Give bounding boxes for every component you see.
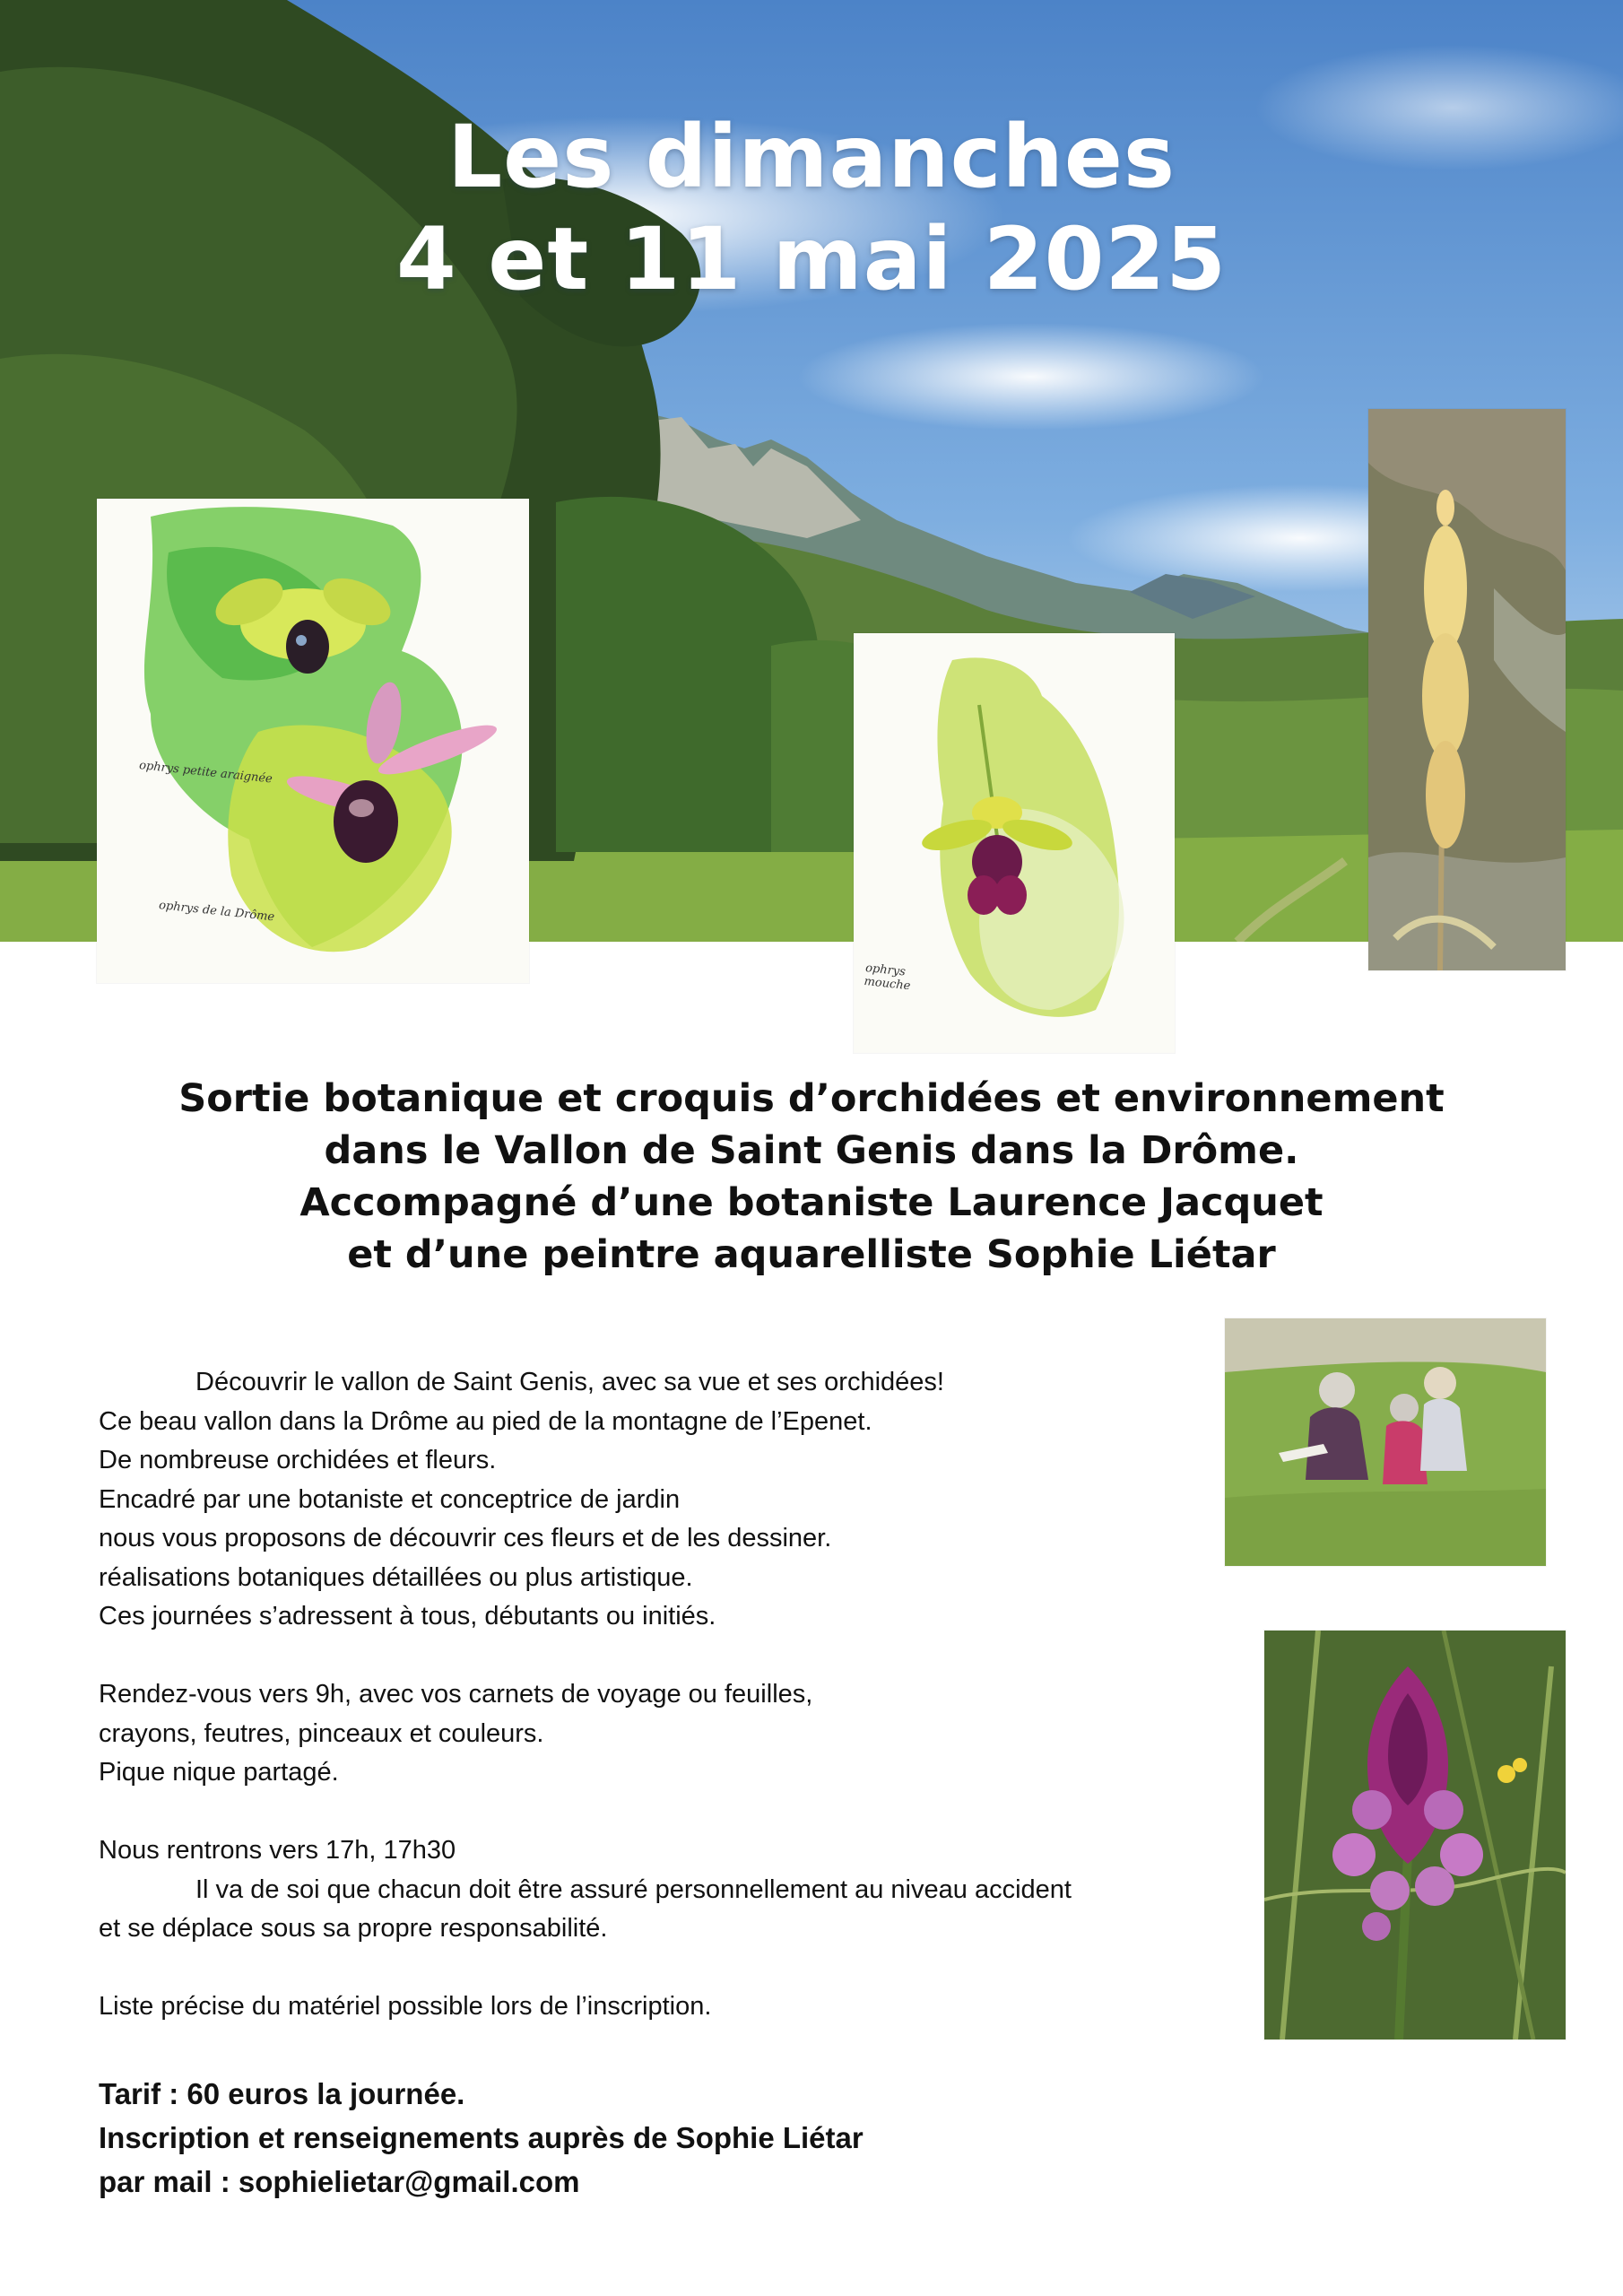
body-p2-line-3: Pique nique partagé.	[99, 1758, 339, 1787]
hero-title-line-2: 4 et 11 mai 2025	[396, 209, 1227, 309]
people-drawing-illustration	[1225, 1318, 1546, 1566]
headline-line-4: et d’une peintre aquarelliste Sophie Liétar	[347, 1232, 1276, 1277]
body-p1-line-1: Découvrir le vallon de Saint Genis, avec sa vue et ses orchidées!	[195, 1368, 944, 1396]
paragraph-gap	[99, 1949, 1211, 1988]
event-description	[99, 1363, 1211, 2027]
registration-text: Inscription et renseignements auprès de Sophie Liétar	[99, 2121, 864, 2154]
body-p4-line-1: Liste précise du matériel possible lors de l’inscription.	[99, 1992, 712, 2021]
headline-line-2: dans le Vallon de Saint Genis dans la Drôme.	[324, 1128, 1299, 1173]
purple-orchid-illustration	[1264, 1631, 1566, 2039]
tall-orchid-illustration	[1368, 409, 1566, 970]
headline-line-3: Accompagné d’une botaniste Laurence Jacquet	[299, 1180, 1324, 1225]
body-p3-line-3: et se déplace sous sa propre responsabilité.	[99, 1914, 608, 1943]
watercolor-ophrys-mouche-painting	[854, 633, 1175, 1053]
people-drawing-photo	[1225, 1318, 1546, 1566]
paragraph-gap	[99, 1637, 1211, 1676]
tall-orchid-photo	[1368, 409, 1566, 970]
watercolor-label-mouche: ophrys mouche	[863, 961, 912, 994]
watercolor-label-drome: ophrys de la Drôme	[158, 899, 275, 925]
body-p1-line-7: Ces journées s’adressent à tous, débutants ou initiés.	[99, 1602, 716, 1631]
body-p2-line-1: Rendez-vous vers 9h, avec vos carnets de voyage ou feuilles,	[99, 1680, 813, 1709]
watercolor-ophrys-painting	[97, 499, 529, 983]
body-p3-line-1: Nous rentrons vers 17h, 17h30	[99, 1836, 456, 1865]
pricing-and-contact	[99, 2072, 1211, 2204]
body-p1-line-5: nous vous proposons de découvrir ces fleurs et de les dessiner.	[99, 1524, 832, 1552]
purple-orchid-photo	[1264, 1631, 1566, 2039]
body-p3-line-2: Il va de soi que chacun doit être assuré personnellement au niveau accident	[195, 1874, 1072, 1904]
event-headline	[54, 1073, 1569, 1281]
body-p1-line-3: De nombreuse orchidées et fleurs.	[99, 1446, 497, 1474]
body-p1-line-2: Ce beau vallon dans la Drôme au pied de la montagne de l’Epenet.	[99, 1406, 872, 1436]
hero-title	[0, 106, 1623, 310]
hero-title-line-1: Les dimanches	[447, 107, 1176, 207]
body-p2-line-2: crayons, feutres, pinceaux et couleurs.	[99, 1718, 544, 1748]
contact-email-text: par mail : sophielietar@gmail.com	[99, 2165, 580, 2198]
watercolor-label-petite-araignee: ophrys petite araignée	[138, 759, 273, 787]
price-text: Tarif : 60 euros la journée.	[99, 2077, 465, 2110]
headline-line-1: Sortie botanique et croquis d’orchidées et environnement	[178, 1076, 1445, 1121]
body-p1-line-4: Encadré par une botaniste et conceptrice de jardin	[99, 1484, 681, 1514]
body-p1-line-6: réalisations botaniques détaillées ou plus artistique.	[99, 1562, 693, 1592]
paragraph-gap	[99, 1793, 1211, 1832]
